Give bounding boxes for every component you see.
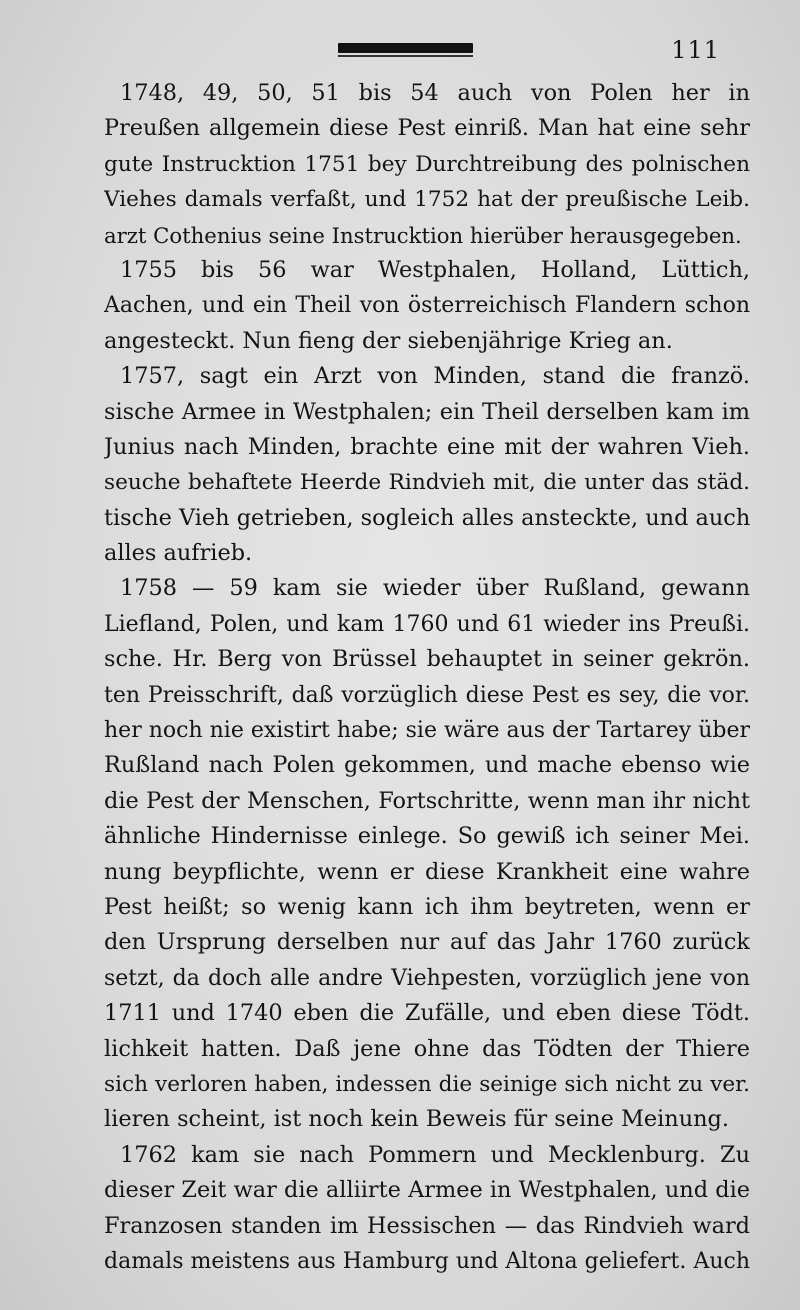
text-line: arzt Cothenius seine Instrucktion hierüber herausgegeben. — [104, 222, 742, 248]
text-line: ähnliche Hindernisse einlege. So gewiß ich seiner Mei. — [104, 823, 750, 850]
text-line: setzt, da doch alle andre Viehpesten, vorzüglich jene von — [104, 965, 750, 991]
text-line: sche. Hr. Berg von Brüssel behauptet in seiner gekrön. — [104, 646, 750, 673]
text-line: angesteckt. Nun fieng der siebenjährige Krieg an. — [104, 327, 673, 354]
text-line: 1711 und 1740 eben die Zufälle, und eben diese Tödt. — [104, 1000, 750, 1027]
text-line: Rußland nach Polen gekommen, und mache ebenso wie — [104, 752, 750, 779]
text-line: 1755 bis 56 war Westphalen, Holland, Lüttich, — [120, 256, 750, 283]
text-line: seuche behaftete Heerde Rindvieh mit, die unter das städ. — [104, 470, 750, 496]
text-line: tische Vieh getrieben, sogleich alles ansteckte, und auch — [104, 504, 750, 531]
body-text — [104, 76, 750, 1279]
text-line: Pest heißt; so wenig kann ich ihm beytreten, wenn er — [104, 893, 750, 920]
text-line: lichkeit hatten. Daß jene ohne das Tödten der Thiere — [104, 1035, 750, 1062]
text-line: den Ursprung derselben nur auf das Jahr 1760 zurück — [104, 929, 750, 956]
text-line: sich verloren haben, indessen die seinige sich nicht zu ver. — [104, 1071, 750, 1097]
text-line: her noch nie existirt habe; sie wäre aus der Tartarey über — [104, 718, 750, 744]
text-line: damals meistens aus Hamburg und Altona geliefert. Auch — [104, 1248, 750, 1274]
text-line: nung beypflichte, wenn er diese Krankheit eine wahre — [104, 858, 750, 885]
text-line: Liefland, Polen, und kam 1760 und 61 wieder ins Preußi. — [104, 611, 750, 637]
text-line: Junius nach Minden, brachte eine mit der wahren Vieh. — [104, 433, 750, 460]
text-line: alles aufrieb. — [104, 540, 253, 567]
text-line: Viehes damals verfaßt, und 1752 hat der preußische Leib. — [104, 187, 750, 213]
text-line: ten Preisschrift, daß vorzüglich diese Pest es sey, die vor. — [104, 682, 750, 708]
text-line: 1757, sagt ein Arzt von Minden, stand die franzö. — [120, 363, 750, 390]
text-line: gute Instrucktion 1751 bey Durchtreibung des polnischen — [104, 151, 750, 177]
page-number: 111 — [671, 36, 720, 64]
text-line: Franzosen standen im Hessischen — das Rindvieh ward — [104, 1212, 750, 1239]
text-line: lieren scheint, ist noch kein Beweis für seine Meinung. — [104, 1106, 730, 1133]
text-line: dieser Zeit war die alliirte Armee in Westphalen, und die — [104, 1177, 750, 1204]
text-line: sische Armee in Westphalen; ein Theil derselben kam im — [104, 398, 750, 425]
text-line: 1758 — 59 kam sie wieder über Rußland, gewann — [120, 575, 750, 602]
text-line: die Pest der Menschen, Fortschritte, wenn man ihr nicht — [104, 787, 750, 814]
header-rule — [338, 43, 473, 53]
text-line: 1748, 49, 50, 51 bis 54 auch von Polen her in — [120, 80, 750, 106]
text-line: Preußen allgemein diese Pest einriß. Man hat eine sehr — [104, 115, 750, 142]
text-line: 1762 kam sie nach Pommern und Mecklenburg. Zu — [120, 1141, 750, 1168]
text-line: Aachen, und ein Theil von österreichisch Flandern schon — [104, 293, 750, 319]
